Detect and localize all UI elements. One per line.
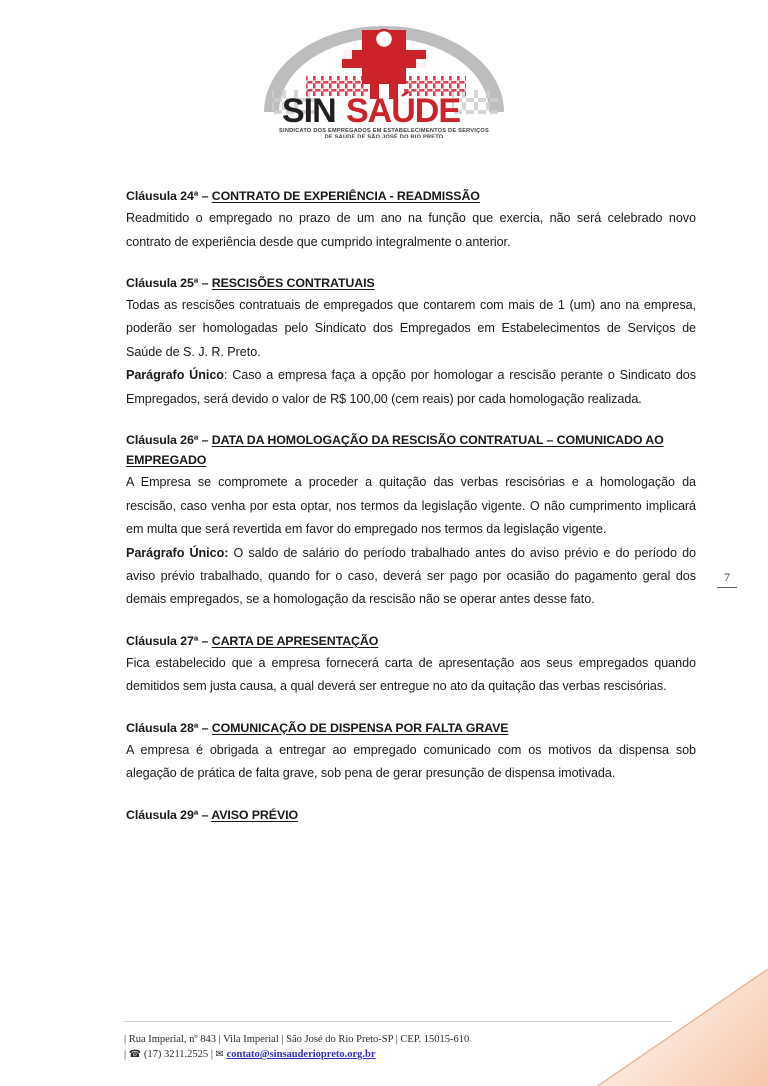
page-number-value: 7: [724, 570, 730, 584]
clause-24-title: CONTRATO DE EXPERIÊNCIA - READMISSÃO: [211, 189, 480, 203]
clause-gap: [126, 786, 696, 805]
clause-25-paragraph-2-lead: Parágrafo Único: [126, 368, 224, 383]
footer-sep-2: |: [210, 1049, 213, 1061]
clause-27-title: CARTA DE APRESENTAÇÃO: [211, 633, 379, 648]
clause-26-title: DATA DA HOMOLOGAÇÃO DA RESCISÃO CONTRATUAL – COMUNICADO AO EMPREGADO: [126, 433, 664, 468]
clause-24: [126, 186, 696, 254]
clause-25-heading: [126, 273, 696, 293]
clause-24-paragraph-1-text: Readmitido o empregado no prazo de um ano na função que exercia, não será celebrado novo contrato de experiência desde que cumprido integralmente o anterior.: [126, 211, 696, 249]
document-footer: [124, 1021, 684, 1063]
clause-27: [126, 631, 696, 699]
clause-gap: [126, 612, 696, 631]
clause-26-paragraph-1: [126, 471, 696, 541]
clause-25-paragraph-1-text: Todas as rescisões contratuais de empregados que contarem com mais de 1 (um) ano na empresa, poderão ser homologadas pelo Sindicato dos Empregados em Estabelecimentos de Serviços de Saúde de S. J. R. Preto.: [126, 298, 696, 359]
clause-26-paragraph-2-lead: Parágrafo Único:: [126, 545, 229, 560]
logo-wordmark-sin: SIN: [282, 92, 336, 130]
footer-divider: [124, 1021, 672, 1022]
document-header: [0, 22, 768, 138]
clause-28-label: Cláusula 28ª –: [126, 720, 212, 735]
logo-subtitle-line2: DE SAÚDE DE SÃO JOSÉ DO RIO PRETO: [324, 134, 444, 138]
clause-25-label: Cláusula 25ª –: [126, 275, 212, 290]
clause-26-paragraph-2: [126, 542, 696, 612]
clause-24-label: Cláusula 24ª –: [126, 189, 212, 203]
clause-26-label: Cláusula 26ª –: [126, 433, 212, 448]
page-number-rule: [717, 587, 737, 588]
clause-28-paragraph-1: [126, 739, 696, 786]
sinsaude-logo: [254, 22, 514, 138]
clause-29-heading: [126, 805, 696, 825]
footer-phone: (17) 3211.2525: [143, 1049, 209, 1061]
clause-29: [126, 805, 696, 825]
clause-26-paragraph-1-text: A Empresa se compromete a proceder a quitação das verbas rescisórias e a homologação da rescisão, caso venha por esta optar, nos termos da legislação vigente. O não cumprimento implicará em multa que será revertida em favor do empregado nos termos da legislação vigente.: [126, 475, 696, 537]
clause-24-paragraph-1: [126, 207, 696, 254]
clause-27-paragraph-1-text: Fica estabelecido que a empresa fornecerá carta de apresentação aos seus empregados quando demitidos sem justa causa, a qual deverá ser entregue no ato da quitação das verbas rescisórias.: [126, 655, 696, 694]
clause-26-paragraph-2-text: O saldo de salário do período trabalhado antes do aviso prévio e do período do aviso prévio trabalhado, quando for o caso, deverá ser pago por ocasião do pagamento geral dos demais empregados, se a homologação da rescisão não se operar antes desse fato.: [126, 545, 696, 607]
clause-29-title: AVISO PRÉVIO: [211, 807, 298, 822]
page-number: [714, 570, 740, 588]
clause-25-paragraph-2-text: : Caso a empresa faça a opção por homologar a rescisão perante o Sindicato dos Empregados, será devido o valor de R$ 100,00 (cem reais) por cada homologação realizada.: [126, 368, 696, 406]
clause-24-heading: [126, 186, 696, 206]
phone-icon: ☎: [128, 1049, 142, 1061]
document-body: [126, 186, 696, 826]
footer-sep-1: |: [124, 1049, 127, 1061]
clause-gap: [126, 699, 696, 718]
envelope-icon: ✉: [215, 1049, 224, 1061]
clause-27-heading: [126, 631, 696, 651]
clause-gap: [126, 254, 696, 273]
footer-email-link[interactable]: contato@sinsauderiopreto.org.br: [226, 1049, 376, 1061]
clause-25: [126, 273, 696, 411]
clause-28-heading: [126, 718, 696, 738]
clause-25-title: RESCISÕES CONTRATUAIS: [211, 275, 375, 290]
logo-wordmark-saude: SAÚDE: [346, 92, 461, 130]
clause-26: [126, 430, 696, 612]
footer-address-line: | Rua Imperial, nº 843 | Vila Imperial | São José do Rio Preto-SP | CEP. 15015-610: [124, 1034, 470, 1045]
clause-28-paragraph-1-text: A empresa é obrigada a entregar ao empregado comunicado com os motivos da dispensa sob alegação de prática de falta grave, sob pena de gerar presunção de dispensa imotivada.: [126, 742, 696, 781]
clause-26-heading: [126, 430, 696, 470]
clause-27-paragraph-1: [126, 652, 696, 699]
clause-25-paragraph-2: [126, 364, 696, 411]
clause-28: [126, 718, 696, 786]
logo-subtitle-line1: SINDICATO DOS EMPREGADOS EM ESTABELECIMENTOS DE SERVIÇOS: [279, 128, 489, 134]
clause-25-paragraph-1: [126, 294, 696, 364]
clause-28-title: COMUNICAÇÃO DE DISPENSA POR FALTA GRAVE: [211, 720, 509, 735]
clause-29-label: Cláusula 29ª –: [126, 807, 212, 822]
clause-27-label: Cláusula 27ª –: [126, 633, 212, 648]
clause-gap: [126, 411, 696, 430]
footer-contact-line: [124, 1047, 684, 1063]
